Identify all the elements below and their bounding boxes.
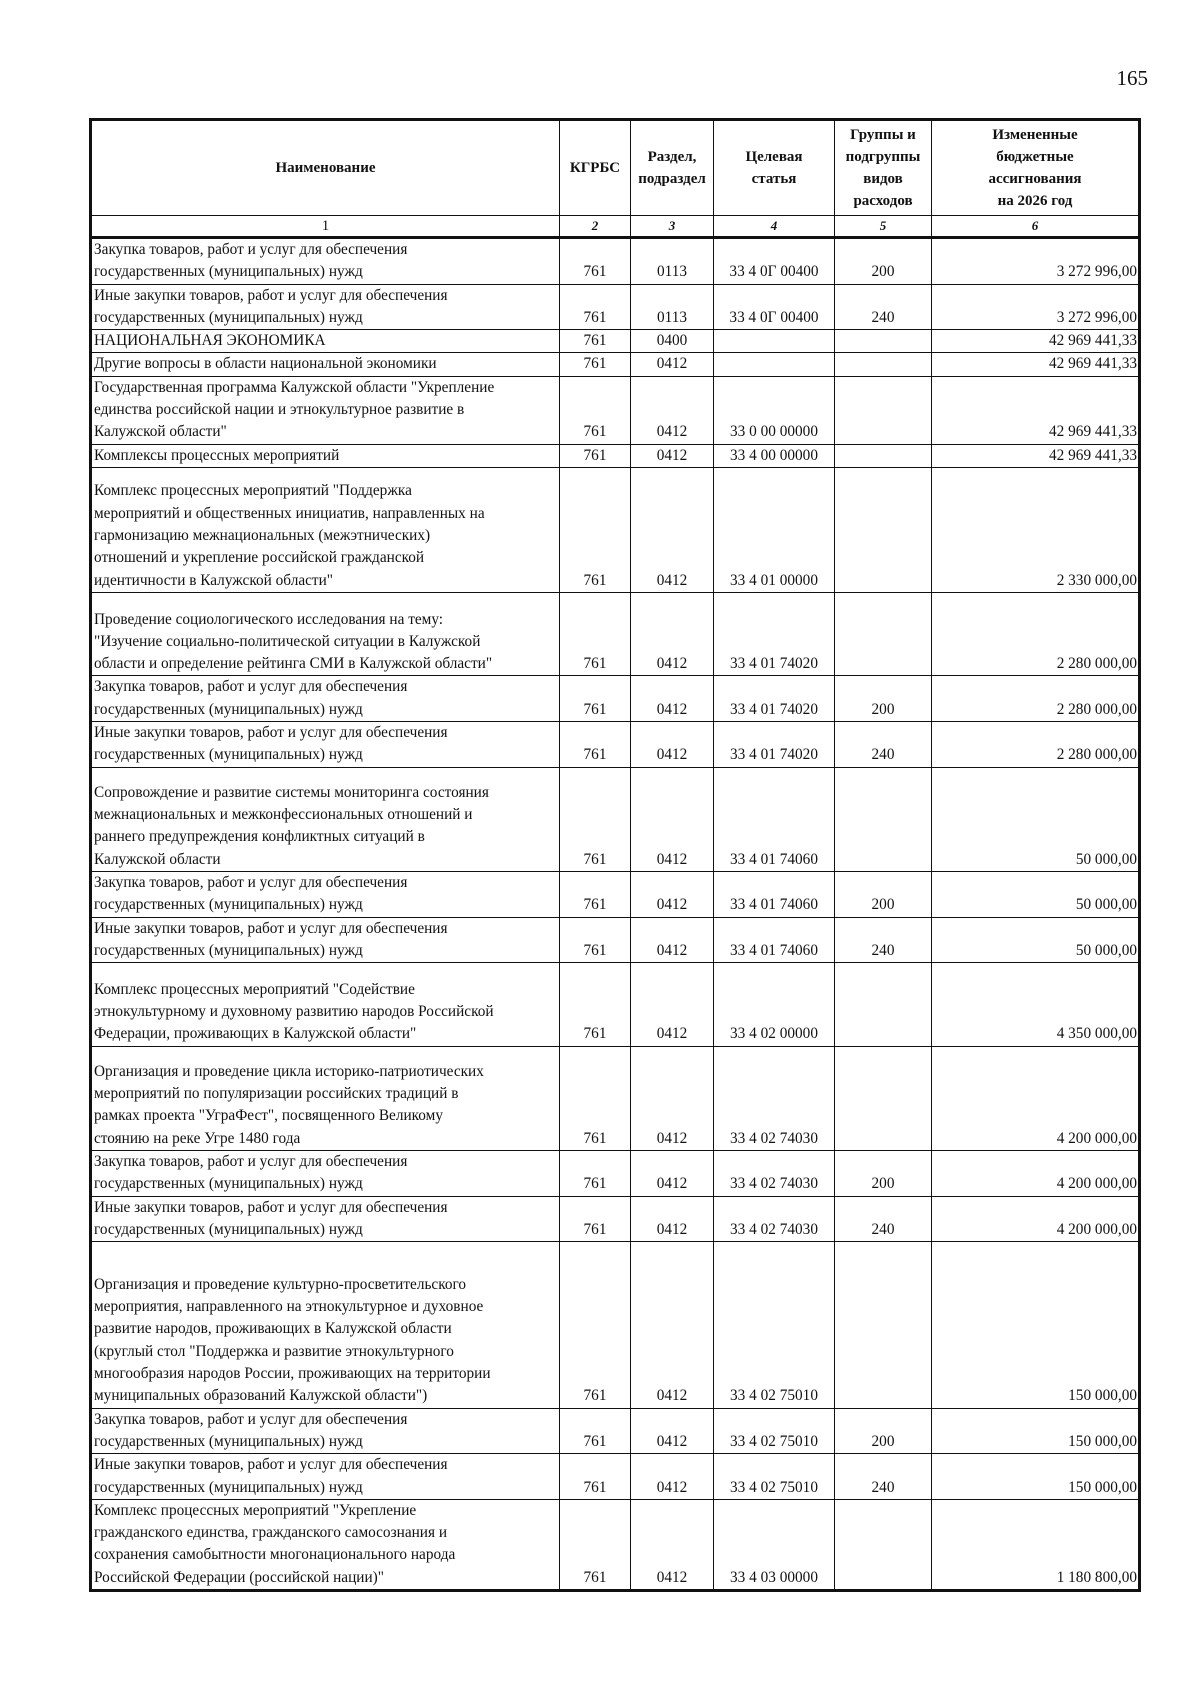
table-body (91, 238, 1140, 1591)
row-section: 0412 (631, 376, 714, 444)
table-row (91, 1046, 1140, 1150)
table-row (91, 1196, 1140, 1242)
row-kgrbs: 761 (560, 1499, 631, 1590)
row-section: 0412 (631, 1454, 714, 1500)
row-amount: 42 969 441,33 (932, 353, 1140, 376)
row-section: 0412 (631, 1046, 714, 1150)
row-amount: 2 280 000,00 (932, 722, 1140, 768)
row-name: Организация и проведение культурно-просветительского мероприятия, направленного на этнокультурное и духовное развитие народов, проживающих в Калужской области (круглый стол "Поддержка и развитие этнокультурного многообразия народов России, проживающих на территории муниципальных образований Калужской области") (91, 1242, 560, 1409)
row-kgrbs: 761 (560, 676, 631, 722)
row-name: Комплекс процессных мероприятий "Содействие этнокультурному и духовному развитию народов Российской Федерации, проживающих в Калужской области" (91, 963, 560, 1047)
row-section: 0412 (631, 1499, 714, 1590)
row-name: Закупка товаров, работ и услуг для обеспечения государственных (муниципальных) нужд (91, 871, 560, 917)
row-name: Проведение социологического исследования на тему: "Изучение социально-политической ситуации в Калужской области и определение рейтинга СМИ в Калужской области" (91, 592, 560, 676)
row-group: 200 (835, 238, 932, 285)
row-group: 240 (835, 1196, 932, 1242)
row-name: Иные закупки товаров, работ и услуг для обеспечения государственных (муниципальных) нужд (91, 1196, 560, 1242)
row-kgrbs: 761 (560, 1454, 631, 1500)
row-group: 200 (835, 1408, 932, 1454)
column-number-row (91, 216, 1140, 238)
row-amount: 150 000,00 (932, 1408, 1140, 1454)
row-section: 0412 (631, 467, 714, 592)
row-target: 33 4 01 74060 (714, 767, 835, 871)
row-kgrbs: 761 (560, 376, 631, 444)
row-target: 33 4 0Г 00400 (714, 284, 835, 330)
row-target: 33 4 02 75010 (714, 1242, 835, 1409)
column-number: 5 (835, 216, 932, 238)
row-section: 0412 (631, 592, 714, 676)
table-row (91, 592, 1140, 676)
header-name: Наименование (91, 120, 560, 216)
row-kgrbs: 761 (560, 1242, 631, 1409)
row-amount: 50 000,00 (932, 917, 1140, 963)
row-group (835, 376, 932, 444)
row-amount: 150 000,00 (932, 1454, 1140, 1500)
row-section: 0412 (631, 353, 714, 376)
row-section: 0412 (631, 444, 714, 467)
table-row (91, 1408, 1140, 1454)
row-section: 0412 (631, 963, 714, 1047)
row-amount: 3 272 996,00 (932, 284, 1140, 330)
row-section: 0412 (631, 1242, 714, 1409)
row-kgrbs: 761 (560, 1408, 631, 1454)
column-number: 1 (91, 216, 560, 238)
row-name: Сопровождение и развитие системы мониторинга состояния межнациональных и межконфессиональных отношений и раннего предупреждения конфликтных ситуаций в Калужской области (91, 767, 560, 871)
row-amount: 42 969 441,33 (932, 444, 1140, 467)
row-kgrbs: 761 (560, 722, 631, 768)
row-target: 33 4 01 00000 (714, 467, 835, 592)
header-section: Раздел, подраздел (631, 120, 714, 216)
row-kgrbs: 761 (560, 1046, 631, 1150)
row-target: 33 4 00 00000 (714, 444, 835, 467)
row-target: 33 4 01 74020 (714, 592, 835, 676)
row-group (835, 467, 932, 592)
table-row (91, 963, 1140, 1047)
header-row (91, 120, 1140, 216)
row-amount: 50 000,00 (932, 871, 1140, 917)
row-target: 33 4 01 74060 (714, 871, 835, 917)
row-amount: 2 280 000,00 (932, 676, 1140, 722)
row-name: Комплексы процессных мероприятий (91, 444, 560, 467)
table-row (91, 376, 1140, 444)
row-name: Иные закупки товаров, работ и услуг для обеспечения государственных (муниципальных) нужд (91, 1454, 560, 1500)
table-row (91, 1454, 1140, 1500)
row-target: 33 4 01 74020 (714, 722, 835, 768)
table-row (91, 676, 1140, 722)
row-target (714, 330, 835, 353)
row-group: 240 (835, 917, 932, 963)
row-amount: 50 000,00 (932, 767, 1140, 871)
row-name: Иные закупки товаров, работ и услуг для обеспечения государственных (муниципальных) нужд (91, 284, 560, 330)
header-target: Целевая статья (714, 120, 835, 216)
row-name: Закупка товаров, работ и услуг для обеспечения государственных (муниципальных) нужд (91, 1150, 560, 1196)
row-target: 33 4 02 00000 (714, 963, 835, 1047)
row-group (835, 1046, 932, 1150)
row-section: 0412 (631, 917, 714, 963)
row-name: Закупка товаров, работ и услуг для обеспечения государственных (муниципальных) нужд (91, 238, 560, 285)
table-row (91, 917, 1140, 963)
row-kgrbs: 761 (560, 353, 631, 376)
row-amount: 4 200 000,00 (932, 1150, 1140, 1196)
row-name: Комплекс процессных мероприятий "Поддержка мероприятий и общественных инициатив, направленных на гармонизацию межнациональных (межэтнических) отношений и укрепление российской гражданской идентичности в Калужской области" (91, 467, 560, 592)
row-group: 200 (835, 871, 932, 917)
table-row (91, 1499, 1140, 1590)
row-name: Комплекс процессных мероприятий "Укрепление гражданского единства, гражданского самосознания и сохранения самобытности многонационального народа Российской Федерации (российской нации)" (91, 1499, 560, 1590)
table-row (91, 871, 1140, 917)
row-target: 33 4 01 74020 (714, 676, 835, 722)
row-group (835, 767, 932, 871)
row-target: 33 4 02 74030 (714, 1046, 835, 1150)
row-amount: 3 272 996,00 (932, 238, 1140, 285)
table-row (91, 1150, 1140, 1196)
row-group (835, 592, 932, 676)
row-kgrbs: 761 (560, 444, 631, 467)
row-kgrbs: 761 (560, 767, 631, 871)
row-group: 240 (835, 284, 932, 330)
row-group: 200 (835, 1150, 932, 1196)
row-kgrbs: 761 (560, 330, 631, 353)
budget-table (89, 118, 1141, 1592)
row-target: 33 4 02 74030 (714, 1150, 835, 1196)
row-kgrbs: 761 (560, 238, 631, 285)
table-row (91, 767, 1140, 871)
row-section: 0113 (631, 238, 714, 285)
row-kgrbs: 761 (560, 467, 631, 592)
row-kgrbs: 761 (560, 871, 631, 917)
row-target: 33 4 01 74060 (714, 917, 835, 963)
row-section: 0412 (631, 1196, 714, 1242)
row-group (835, 353, 932, 376)
row-target (714, 353, 835, 376)
row-name: Закупка товаров, работ и услуг для обеспечения государственных (муниципальных) нужд (91, 676, 560, 722)
row-name: Иные закупки товаров, работ и услуг для обеспечения государственных (муниципальных) нужд (91, 722, 560, 768)
table-row (91, 353, 1140, 376)
row-section: 0400 (631, 330, 714, 353)
row-section: 0412 (631, 1150, 714, 1196)
row-amount: 2 330 000,00 (932, 467, 1140, 592)
row-kgrbs: 761 (560, 1196, 631, 1242)
row-name: Организация и проведение цикла историко-патриотических мероприятий по популяризации российских традиций в рамках проекта "УграФест", посвященного Великому стоянию на реке Угре 1480 года (91, 1046, 560, 1150)
row-amount: 2 280 000,00 (932, 592, 1140, 676)
row-kgrbs: 761 (560, 592, 631, 676)
row-group (835, 444, 932, 467)
row-group (835, 963, 932, 1047)
column-number: 4 (714, 216, 835, 238)
row-target: 33 4 03 00000 (714, 1499, 835, 1590)
row-target: 33 4 0Г 00400 (714, 238, 835, 285)
table-row (91, 284, 1140, 330)
row-group (835, 1242, 932, 1409)
row-name: Другие вопросы в области национальной экономики (91, 353, 560, 376)
table-row (91, 330, 1140, 353)
row-section: 0113 (631, 284, 714, 330)
column-number: 3 (631, 216, 714, 238)
row-section: 0412 (631, 722, 714, 768)
header-kgrbs: КГРБС (560, 120, 631, 216)
row-section: 0412 (631, 871, 714, 917)
header-group: Группы и подгруппы видов расходов (835, 120, 932, 216)
row-amount: 42 969 441,33 (932, 330, 1140, 353)
row-name: Закупка товаров, работ и услуг для обеспечения государственных (муниципальных) нужд (91, 1408, 560, 1454)
row-name: НАЦИОНАЛЬНАЯ ЭКОНОМИКА (91, 330, 560, 353)
row-amount: 150 000,00 (932, 1242, 1140, 1409)
row-kgrbs: 761 (560, 963, 631, 1047)
table-row (91, 467, 1140, 592)
row-amount: 1 180 800,00 (932, 1499, 1140, 1590)
row-group: 240 (835, 722, 932, 768)
row-amount: 4 200 000,00 (932, 1046, 1140, 1150)
row-kgrbs: 761 (560, 1150, 631, 1196)
table-row (91, 444, 1140, 467)
row-kgrbs: 761 (560, 917, 631, 963)
row-section: 0412 (631, 676, 714, 722)
column-number: 2 (560, 216, 631, 238)
row-group: 200 (835, 676, 932, 722)
row-group (835, 1499, 932, 1590)
page-number: 165 (1116, 66, 1148, 90)
row-amount: 42 969 441,33 (932, 376, 1140, 444)
row-name: Государственная программа Калужской области "Укрепление единства российской нации и этнокультурное развитие в Калужской области" (91, 376, 560, 444)
table-row (91, 1242, 1140, 1409)
row-group (835, 330, 932, 353)
row-target: 33 4 02 75010 (714, 1408, 835, 1454)
row-name: Иные закупки товаров, работ и услуг для обеспечения государственных (муниципальных) нужд (91, 917, 560, 963)
row-target: 33 0 00 00000 (714, 376, 835, 444)
row-amount: 4 200 000,00 (932, 1196, 1140, 1242)
row-target: 33 4 02 74030 (714, 1196, 835, 1242)
table-row (91, 722, 1140, 768)
table-row (91, 238, 1140, 285)
row-kgrbs: 761 (560, 284, 631, 330)
header-amount: Измененные бюджетные ассигнования на 2026 год (932, 120, 1140, 216)
row-section: 0412 (631, 1408, 714, 1454)
row-amount: 4 350 000,00 (932, 963, 1140, 1047)
row-section: 0412 (631, 767, 714, 871)
column-number: 6 (932, 216, 1140, 238)
row-target: 33 4 02 75010 (714, 1454, 835, 1500)
row-group: 240 (835, 1454, 932, 1500)
